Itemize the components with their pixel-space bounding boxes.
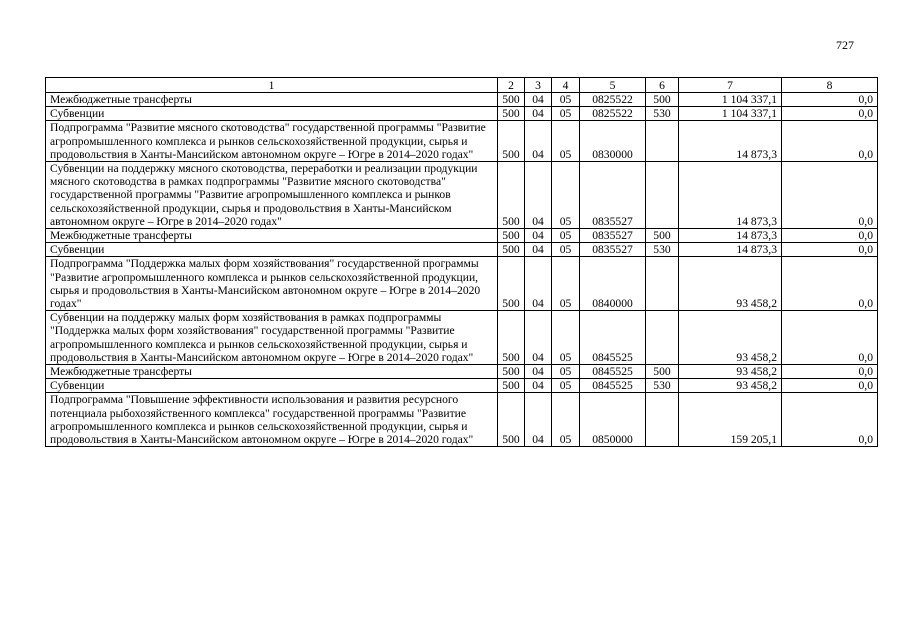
target-article-cell: 0840000 (580, 257, 646, 311)
amount-cell: 93 458,2 (679, 311, 782, 365)
header-col-8: 8 (782, 78, 878, 93)
code-cell: 500 (498, 93, 525, 107)
header-col-5: 5 (580, 78, 646, 93)
section-cell: 04 (525, 162, 552, 229)
row-name-cell: Субвенции на поддержку мясного скотоводства, переработки и реализации продукции мясного скотоводства в рамках подпрограммы "Развитие мясного скотоводства" государственной программы "Развитие агропромышленного комплекса и рынков сельскохозяйственной продукции, сырья и продовольствия в Ханты-Мансийском автономном округе – Югре в 2014–2020 годах" (46, 162, 498, 229)
row-name-cell: Субвенции на поддержку малых форм хозяйствования в рамках подпрограммы "Поддержка малых форм хозяйствования" государственной программы "Развитие агропромышленного комплекса и рынков сельскохозяйственной продукции, сырья и продовольствия в Ханты-Мансийском автономном округе – Югре в 2014–2020 годах" (46, 311, 498, 365)
target-article-cell: 0845525 (580, 311, 646, 365)
amount-2-cell: 0,0 (782, 257, 878, 311)
code-cell: 500 (498, 229, 525, 243)
code-cell: 500 (498, 257, 525, 311)
expense-type-cell (646, 121, 679, 162)
amount-cell: 159 205,1 (679, 393, 782, 447)
section-cell: 04 (525, 365, 552, 379)
amount-2-cell: 0,0 (782, 121, 878, 162)
section-cell: 04 (525, 311, 552, 365)
row-name-cell: Субвенции (46, 107, 498, 121)
target-article-cell: 0845525 (580, 365, 646, 379)
section-cell: 04 (525, 107, 552, 121)
expense-type-cell: 530 (646, 243, 679, 257)
budget-table (45, 77, 878, 447)
target-article-cell: 0830000 (580, 121, 646, 162)
expense-type-cell: 500 (646, 93, 679, 107)
target-article-cell: 0845525 (580, 379, 646, 393)
target-article-cell: 0835527 (580, 243, 646, 257)
amount-cell: 93 458,2 (679, 257, 782, 311)
target-article-cell: 0825522 (580, 107, 646, 121)
row-name-cell: Субвенции (46, 379, 498, 393)
amount-cell: 14 873,3 (679, 121, 782, 162)
code-cell: 500 (498, 365, 525, 379)
subsection-cell: 05 (552, 107, 580, 121)
row-name-cell: Межбюджетные трансферты (46, 229, 498, 243)
code-cell: 500 (498, 379, 525, 393)
row-name-cell: Межбюджетные трансферты (46, 365, 498, 379)
header-col-7: 7 (679, 78, 782, 93)
subsection-cell: 05 (552, 243, 580, 257)
expense-type-cell: 530 (646, 379, 679, 393)
amount-2-cell: 0,0 (782, 93, 878, 107)
table-row (46, 107, 878, 121)
subsection-cell: 05 (552, 257, 580, 311)
subsection-cell: 05 (552, 93, 580, 107)
expense-type-cell (646, 257, 679, 311)
code-cell: 500 (498, 121, 525, 162)
table-row (46, 393, 878, 447)
amount-cell: 1 104 337,1 (679, 107, 782, 121)
section-cell: 04 (525, 257, 552, 311)
subsection-cell: 05 (552, 229, 580, 243)
header-col-1: 1 (46, 78, 498, 93)
target-article-cell: 0825522 (580, 93, 646, 107)
amount-cell: 14 873,3 (679, 229, 782, 243)
section-cell: 04 (525, 229, 552, 243)
expense-type-cell: 500 (646, 229, 679, 243)
target-article-cell: 0835527 (580, 229, 646, 243)
subsection-cell: 05 (552, 379, 580, 393)
amount-2-cell: 0,0 (782, 393, 878, 447)
amount-cell: 93 458,2 (679, 365, 782, 379)
table-row (46, 365, 878, 379)
section-cell: 04 (525, 379, 552, 393)
table-row (46, 229, 878, 243)
header-col-4: 4 (552, 78, 580, 93)
table-row (46, 257, 878, 311)
amount-cell: 14 873,3 (679, 162, 782, 229)
amount-2-cell: 0,0 (782, 311, 878, 365)
header-col-6: 6 (646, 78, 679, 93)
code-cell: 500 (498, 311, 525, 365)
subsection-cell: 05 (552, 393, 580, 447)
amount-2-cell: 0,0 (782, 229, 878, 243)
row-name-cell: Межбюджетные трансферты (46, 93, 498, 107)
code-cell: 500 (498, 243, 525, 257)
table-body (46, 93, 878, 447)
expense-type-cell (646, 311, 679, 365)
target-article-cell: 0835527 (580, 162, 646, 229)
header-col-3: 3 (525, 78, 552, 93)
expense-type-cell: 530 (646, 107, 679, 121)
section-cell: 04 (525, 243, 552, 257)
amount-cell: 93 458,2 (679, 379, 782, 393)
amount-2-cell: 0,0 (782, 107, 878, 121)
amount-cell: 14 873,3 (679, 243, 782, 257)
page-number: 727 (836, 38, 854, 52)
expense-type-cell (646, 162, 679, 229)
amount-2-cell: 0,0 (782, 379, 878, 393)
table-row (46, 121, 878, 162)
row-name-cell: Подпрограмма "Поддержка малых форм хозяйствования" государственной программы "Развитие агропромышленного комплекса и рынков сельскохозяйственной продукции, сырья и продовольствия в Ханты-Мансийском автономном округе – Югре в 2014–2020 годах" (46, 257, 498, 311)
subsection-cell: 05 (552, 311, 580, 365)
section-cell: 04 (525, 93, 552, 107)
table-row (46, 162, 878, 229)
subsection-cell: 05 (552, 121, 580, 162)
amount-2-cell: 0,0 (782, 243, 878, 257)
amount-2-cell: 0,0 (782, 162, 878, 229)
target-article-cell: 0850000 (580, 393, 646, 447)
header-col-2: 2 (498, 78, 525, 93)
table-row (46, 93, 878, 107)
code-cell: 500 (498, 107, 525, 121)
table-row (46, 243, 878, 257)
row-name-cell: Субвенции (46, 243, 498, 257)
row-name-cell: Подпрограмма "Повышение эффективности использования и развития ресурсного потенциала рыбохозяйственного комплекса" государственной программы "Развитие агропромышленного комплекса и рынков сельскохозяйственной продукции, сырья и продовольствия в Ханты-Мансийском автономном округе – Югре в 2014–2020 годах" (46, 393, 498, 447)
subsection-cell: 05 (552, 365, 580, 379)
section-cell: 04 (525, 393, 552, 447)
row-name-cell: Подпрограмма "Развитие мясного скотоводства" государственной программы "Развитие агропромышленного комплекса и рынков сельскохозяйственной продукции, сырья и продовольствия в Ханты-Мансийском автономном округе – Югре в 2014–2020 годах" (46, 121, 498, 162)
code-cell: 500 (498, 393, 525, 447)
header-row (46, 78, 878, 93)
section-cell: 04 (525, 121, 552, 162)
table-row (46, 311, 878, 365)
code-cell: 500 (498, 162, 525, 229)
subsection-cell: 05 (552, 162, 580, 229)
amount-cell: 1 104 337,1 (679, 93, 782, 107)
table-row (46, 379, 878, 393)
expense-type-cell (646, 393, 679, 447)
expense-type-cell: 500 (646, 365, 679, 379)
amount-2-cell: 0,0 (782, 365, 878, 379)
